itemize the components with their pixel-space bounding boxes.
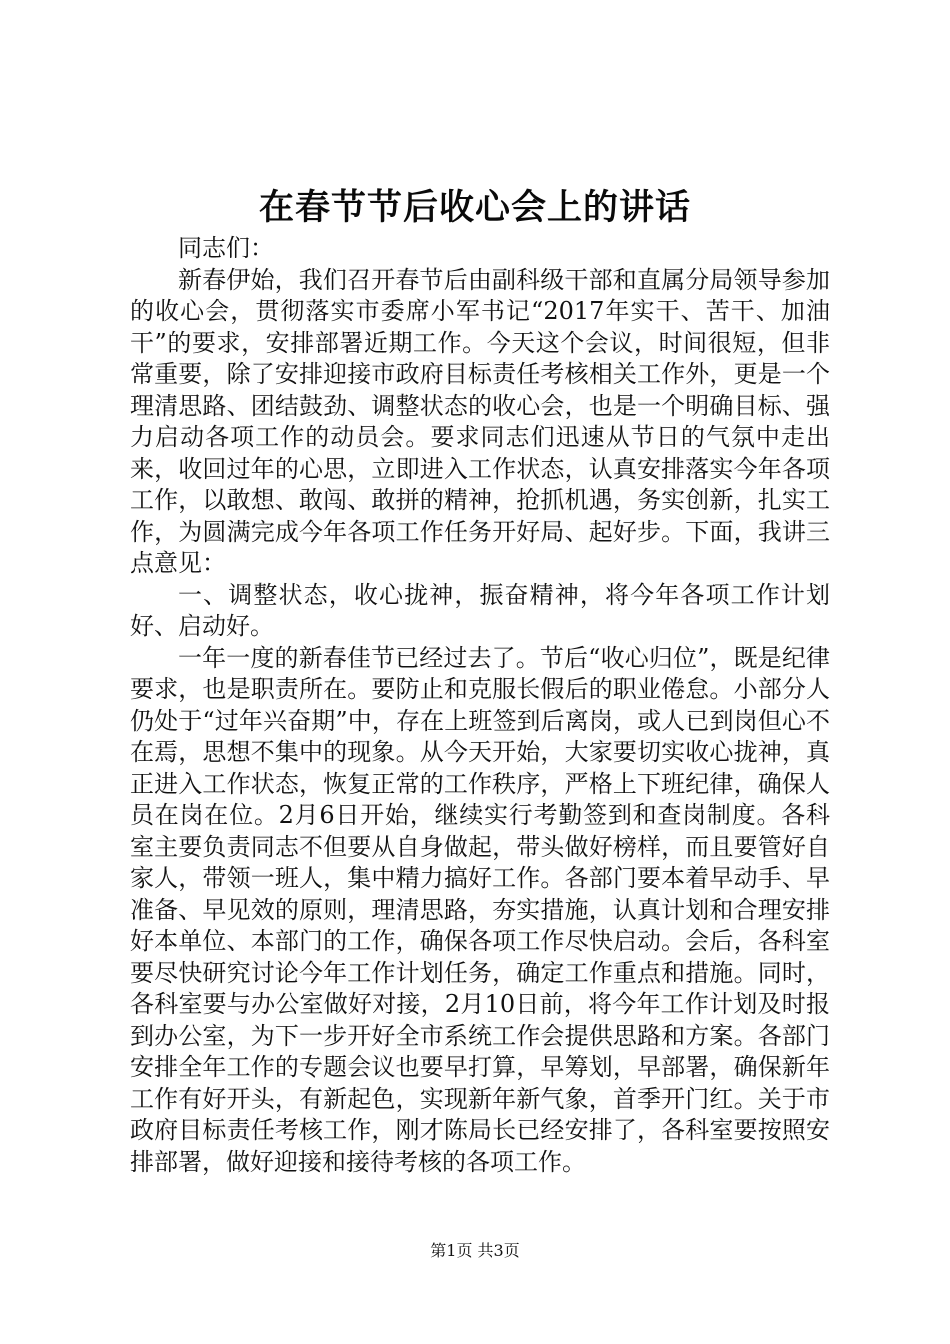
section-heading-1: 一、调整状态，收心拢神，振奋精神，将今年各项工作计划好、启动好。 <box>130 580 830 640</box>
document-body <box>130 233 830 1178</box>
intro-paragraph: 新春伊始，我们召开春节后由副科级干部和直属分局领导参加的收心会，贯彻落实市委席小军书记“2017年实干、苦干、加油干”的要求，安排部署近期工作。今天这个会议，时间很短，但非常重要，除了安排迎接市政府目标责任考核相关工作外，更是一个理清思路、团结鼓劲、调整状态的收心会，也是一个明确目标、强力启动各项工作的动员会。要求同志们迅速从节日的气氛中走出来，收回过年的心思，立即进入工作状态，认真安排落实今年各项工作，以敢想、敢闯、敢拼的精神，抢抓机遇，务实创新，扎实工作，为圆满完成今年各项工作任务开好局、起好步。下面，我讲三点意见： <box>130 265 830 577</box>
document-title: 在春节节后收心会上的讲话 <box>258 187 691 228</box>
salutation-paragraph: 同志们： <box>178 234 274 262</box>
section-1-paragraph: 一年一度的新春佳节已经过去了。节后“收心归位”，既是纪律要求，也是职责所在。要防止和克服长假后的职业倦怠。小部分人仍处于“过年兴奋期”中，存在上班签到后离岗，或人已到岗但心不在焉，思想不集中的现象。从今天开始，大家要切实收心拢神，真正进入工作状态，恢复正常的工作秩序，严格上下班纪律，确保人员在岗在位。2月6日开始，继续实行考勤签到和查岗制度。各科室主要负责同志不但要从自身做起，带头做好榜样，而且要管好自家人，带领一班人，集中精力搞好工作。各部门要本着早动手、早准备、早见效的原则，理清思路，夯实措施，认真计划和合理安排好本单位、本部门的工作，确保各项工作尽快启动。会后，各科室要尽快研究讨论今年工作计划任务，确定工作重点和措施。同时，各科室要与办公室做好对接，2月10日前，将今年工作计划及时报到办公室，为下一步开好全市系统工作会提供思路和方案。各部门安排全年工作的专题会议也要早打算，早筹划，早部署，确保新年工作有好开头，有新起色，实现新年新气象，首季开门红。关于市政府目标责任考核工作，刚才陈局长已经安排了，各科室要按照安排部署，做好迎接和接待考核的各项工作。 <box>130 643 830 1176</box>
page-footer: 第1页 共3页 <box>430 1241 520 1260</box>
